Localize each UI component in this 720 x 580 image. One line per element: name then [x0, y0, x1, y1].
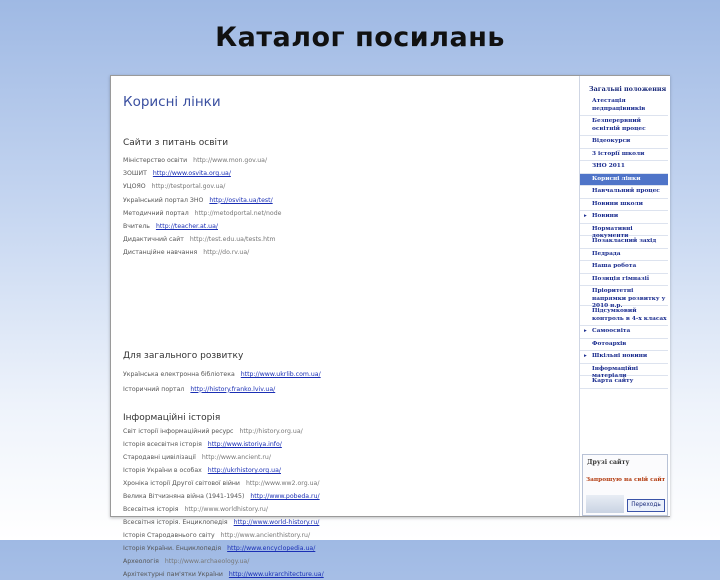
link-label: Хроніка історії Другої світової війни: [123, 480, 240, 487]
sidebar-item[interactable]: [580, 364, 668, 377]
link-url[interactable]: http://www.ukrlib.com.ua/: [240, 371, 321, 378]
link-label: Велика Вітчизняна війна (1941-1945): [123, 493, 245, 500]
link-row: [123, 370, 321, 380]
link-row: [123, 440, 282, 450]
link-label: Світ історії інформаційний ресурс: [123, 428, 234, 435]
link-label: УЦОЯО: [123, 183, 146, 191]
sidebar-item[interactable]: [580, 261, 668, 274]
sidebar-item-label: Педрада: [592, 250, 621, 257]
chevron-right-icon: ▸: [584, 328, 587, 334]
link-label: Методичний портал: [123, 209, 189, 217]
sidebar-item-label: Підсумковий контроль в 4-х класах: [592, 308, 667, 322]
sidebar-item-label: Інформаційні матеріали: [592, 365, 639, 379]
link-label: Дистанційне навчання: [123, 249, 198, 257]
link-url[interactable]: http://www.ancienthistory.ru/: [220, 532, 311, 539]
link-label: Археологія: [123, 558, 159, 565]
link-row: [123, 492, 320, 502]
link-label: Історія Стародавнього світу: [123, 532, 215, 539]
link-label: Історія всесвітня історія: [123, 441, 202, 448]
sidebar-item[interactable]: [580, 306, 668, 326]
link-row: [123, 570, 324, 580]
link-url[interactable]: http://www.archaeology.ua/: [164, 558, 250, 565]
link-label: Дидактичний сайт: [123, 236, 184, 244]
link-url[interactable]: http://www.ancient.ru/: [201, 454, 271, 461]
sidebar-item-label: Атестація педпрацівників: [592, 98, 646, 112]
link-row: [123, 479, 319, 489]
friends-box: [582, 454, 668, 516]
sidebar-item[interactable]: [580, 249, 668, 262]
link-url[interactable]: http://osvita.ua/test/: [209, 196, 273, 204]
sidebar-item-label: Відеокурси: [592, 138, 631, 144]
sidebar-item[interactable]: [580, 351, 668, 364]
link-row: [123, 557, 249, 567]
link-url[interactable]: http://www.ww2.org.ua/: [245, 480, 320, 487]
sidebar-item[interactable]: [580, 211, 668, 224]
link-row: [123, 196, 273, 206]
sidebar-item-label: Позакласний захід: [592, 238, 657, 244]
sidebar-item-label: Безперервний освітній процес: [592, 118, 646, 132]
link-row: [123, 453, 271, 463]
sidebar-item[interactable]: [580, 116, 668, 136]
link-url[interactable]: http://www.ukrarchitecture.ua/: [228, 571, 324, 578]
sidebar-item[interactable]: [580, 149, 668, 162]
sidebar-item-label: Фотоархів: [592, 340, 627, 347]
sidebar-item-label: Шкільні новини: [592, 353, 648, 359]
sidebar-item-label: Нормативні документи: [592, 225, 633, 239]
sidebar-item-label: Карта сайту: [592, 378, 634, 384]
section-title: Для загального розвитку: [123, 351, 244, 361]
link-row: [123, 518, 319, 528]
friends-box-button[interactable]: Переходь: [627, 499, 665, 512]
sidebar-item-label: ЗНО 2011: [592, 163, 625, 169]
link-url[interactable]: http://history.franko.lviv.ua/: [190, 385, 276, 393]
section-title: Інформаційні історія: [123, 413, 221, 423]
sidebar-title[interactable]: Загальні положення: [589, 85, 667, 93]
sidebar-item[interactable]: [580, 236, 668, 249]
link-url[interactable]: http://www.pobeda.ru/: [250, 493, 320, 500]
link-label: Історія України в особах: [123, 467, 202, 474]
link-url[interactable]: http://testportal.gov.ua/: [151, 183, 226, 191]
link-row: [123, 235, 276, 245]
link-row: [123, 182, 225, 192]
sidebar-item[interactable]: [580, 186, 668, 199]
sidebar-item-label: Позиція гімназії: [592, 275, 650, 282]
link-row: [123, 531, 310, 541]
link-label: Архітектурні пам'ятки України: [123, 571, 223, 578]
link-url[interactable]: http://www.world-history.ru/: [233, 519, 320, 526]
link-url[interactable]: http://ukrhistory.org.ua/: [207, 467, 281, 474]
link-row: [123, 466, 281, 476]
chevron-right-icon: ▸: [584, 353, 587, 359]
link-label: Історичний портал: [123, 385, 185, 393]
link-row: [123, 385, 275, 395]
link-url[interactable]: http://www.worldhistory.ru/: [184, 506, 268, 513]
sidebar-item-label: Новини школи: [592, 200, 643, 207]
link-row: [123, 505, 268, 515]
link-label: Всесвітня історія. Енциклопедія: [123, 519, 228, 526]
sidebar-item-label: Корисні лінки: [592, 175, 641, 182]
sidebar-item-label: Наша робота: [592, 263, 637, 269]
website-screenshot: [110, 75, 670, 578]
link-url[interactable]: http://history.org.ua/: [239, 428, 303, 435]
sidebar-item[interactable]: [580, 326, 668, 339]
sidebar-nav: [579, 76, 670, 516]
link-row: [123, 544, 315, 554]
sidebar-item-label: Новини: [592, 213, 619, 219]
link-row: [123, 248, 249, 258]
link-row: [123, 222, 218, 232]
link-url[interactable]: http://test.edu.ua/tests.htm: [189, 236, 276, 244]
link-label: ЗОШИТ: [123, 170, 147, 178]
sidebar-item[interactable]: [580, 339, 668, 352]
chevron-right-icon: ▸: [584, 213, 587, 219]
sidebar-item[interactable]: [580, 224, 668, 237]
sidebar-item[interactable]: [580, 161, 668, 174]
sidebar-item[interactable]: [580, 174, 668, 187]
page-heading: Корисні лінки: [123, 94, 221, 110]
link-label: Вчитель: [123, 223, 150, 230]
main-content: [111, 76, 579, 578]
link-url[interactable]: http://metodportal.net/node: [194, 209, 282, 217]
friends-box-heading: Друзі сайту: [587, 459, 630, 466]
link-url[interactable]: http://do.rv.ua/: [203, 249, 250, 257]
link-url[interactable]: http://www.encyclopedia.ua/: [227, 545, 316, 552]
link-url[interactable]: http://teacher.at.ua/: [155, 223, 218, 230]
link-url[interactable]: http://www.mon.gov.ua/: [193, 157, 268, 164]
sidebar-item[interactable]: [580, 286, 668, 309]
link-label: Історія України. Енциклопедія: [123, 545, 222, 552]
sidebar-item[interactable]: [580, 199, 668, 212]
link-label: Всесвітня історія: [123, 506, 179, 513]
banner-image: [586, 495, 624, 513]
sidebar-item-label: Навчальний процес: [592, 188, 660, 194]
sidebar-item[interactable]: [580, 96, 668, 116]
sidebar-item[interactable]: [580, 136, 668, 149]
sidebar-item[interactable]: [580, 274, 668, 287]
sidebar-item-label: Самоосвіта: [592, 328, 631, 334]
link-row: [123, 209, 281, 219]
link-row: [123, 156, 267, 166]
link-label: Український портал ЗНО: [123, 196, 204, 204]
link-url[interactable]: http://www.osvita.org.ua/: [152, 170, 231, 178]
link-row: [123, 427, 303, 437]
link-url[interactable]: http://www.istoriya.info/: [207, 441, 282, 448]
sidebar-item[interactable]: [580, 376, 668, 389]
section-title: Сайти з питань освіти: [123, 138, 229, 148]
link-label: Стародавні цивілізації: [123, 454, 196, 461]
slide-title: Каталог посилань: [215, 22, 505, 53]
friends-box-link[interactable]: Запрошую на свій сайт: [586, 477, 666, 483]
link-row: [123, 169, 231, 179]
link-label: Українська електронна бібліотека: [123, 371, 235, 378]
sidebar-item-label: 3 історії школи: [592, 150, 645, 157]
link-label: Міністерство освіти: [123, 157, 188, 164]
sidebar-item-label: Пріоритетні напрямки розвитку у 2010 н.р.: [592, 288, 666, 309]
